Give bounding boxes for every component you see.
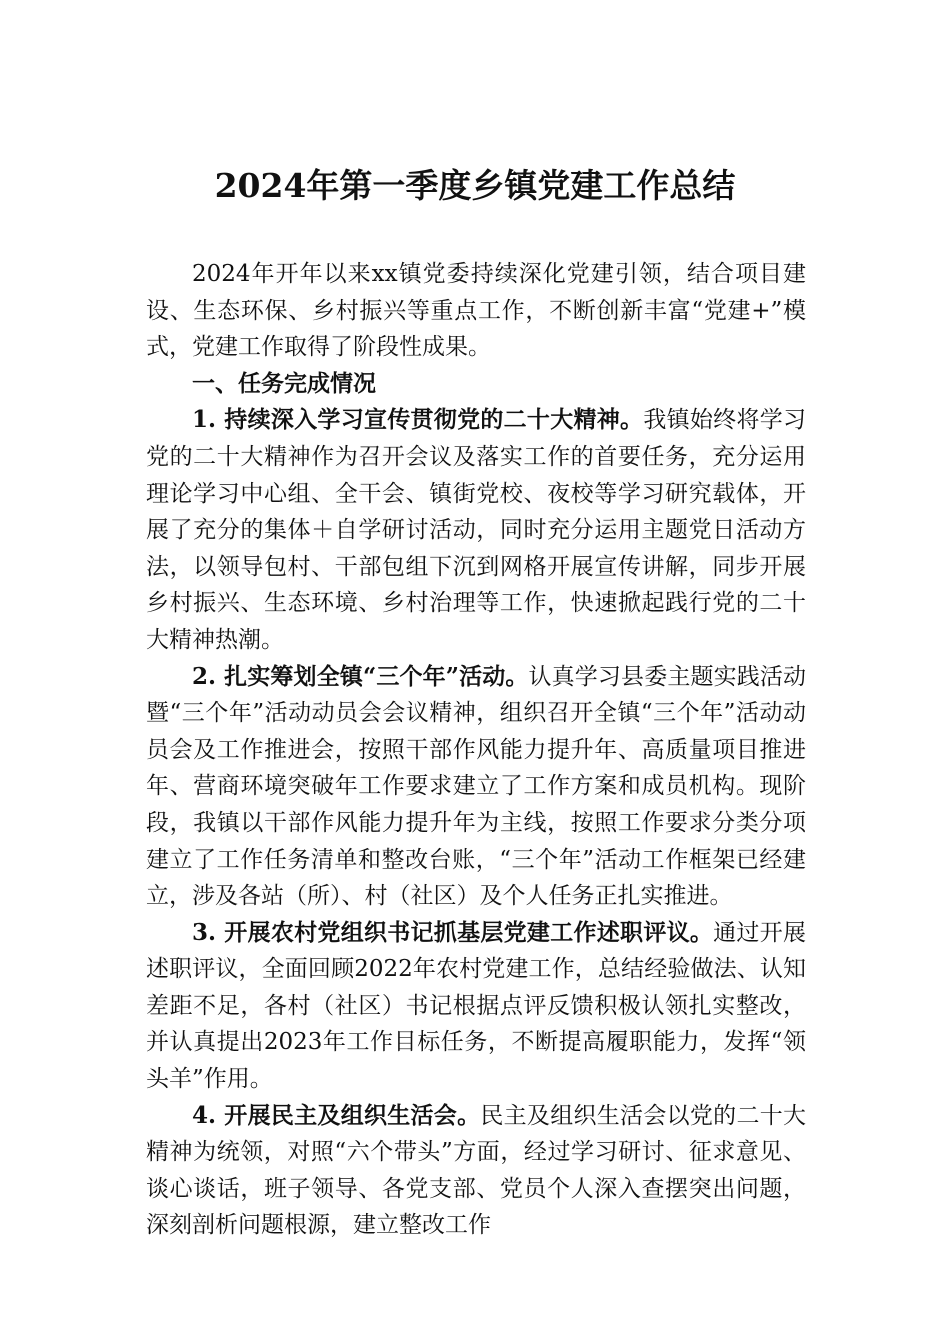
item-paragraph-3 (146, 915, 806, 1098)
item-text-2: 认真学习县委主题实践活动暨“三个年”活动动员会会议精神，组织召开全镇“三个年”活动动员会及工作推进会，按照干部作风能力提升年、高质量项目推进年、营商环境突破年工作要求建立了工作方案和成员机构。现阶段，我镇以干部作风能力提升年为主线，按照工作要求分类分项建立了工作任务清单和整改台账，“三个年”活动工作框架已经建立，涉及各站（所）、村（社区）及个人任务正扎实推进。 (146, 663, 807, 910)
item-paragraph-1 (146, 402, 806, 658)
document-body (146, 256, 806, 1244)
item-text-4: 民主及组织生活会以党的二十大精神为统领，对照“六个带头”方面，经过学习研讨、征求意见、谈心谈话，班子领导、各党支部、党员个人深入查摆突出问题，深刻剖析问题根源，建立整改工作 (146, 1102, 806, 1239)
item-text-3: 通过开展述职评议，全面回顾2022年农村党建工作，总结经验做法、认知差距不足，各村（社区）书记根据点评反馈积极认领扎实整改，并认真提出2023年工作目标任务，不断提高履职能力，发挥“领头羊”作用。 (146, 919, 806, 1093)
item-lead-4: 4. 开展民主及组织生活会。 (192, 1101, 481, 1129)
document-title: 2024年第一季度乡镇党建工作总结 (214, 166, 736, 205)
item-lead-2: 2. 扎实筹划全镇“三个年”活动。 (192, 662, 529, 690)
item-paragraph-2 (146, 659, 806, 915)
item-paragraph-4 (146, 1098, 806, 1244)
section-heading-task-completion: 一、任务完成情况 (192, 369, 376, 397)
item-lead-3: 3. 开展农村党组织书记抓基层党建工作述职评议。 (192, 918, 714, 946)
intro-paragraph: 2024年开年以来xx镇党委持续深化党建引领，结合项目建设、生态环保、乡村振兴等重点工作，不断创新丰富“党建+”模式，党建工作取得了阶段性成果。 (146, 261, 806, 361)
item-text-1: 我镇始终将学习党的二十大精神作为召开会议及落实工作的首要任务，充分运用理论学习中心组、全干会、镇街党校、夜校等学习研究载体，开展了充分的集体＋自学研讨活动，同时充分运用主题党日活动方法，以领导包村、干部包组下沉到网格开展宣传讲解，同步开展乡村振兴、生态环境、乡村治理等工作，快速掀起践行党的二十大精神热潮。 (146, 407, 807, 653)
item-lead-1: 1. 持续深入学习宣传贯彻党的二十大精神。 (192, 406, 644, 434)
